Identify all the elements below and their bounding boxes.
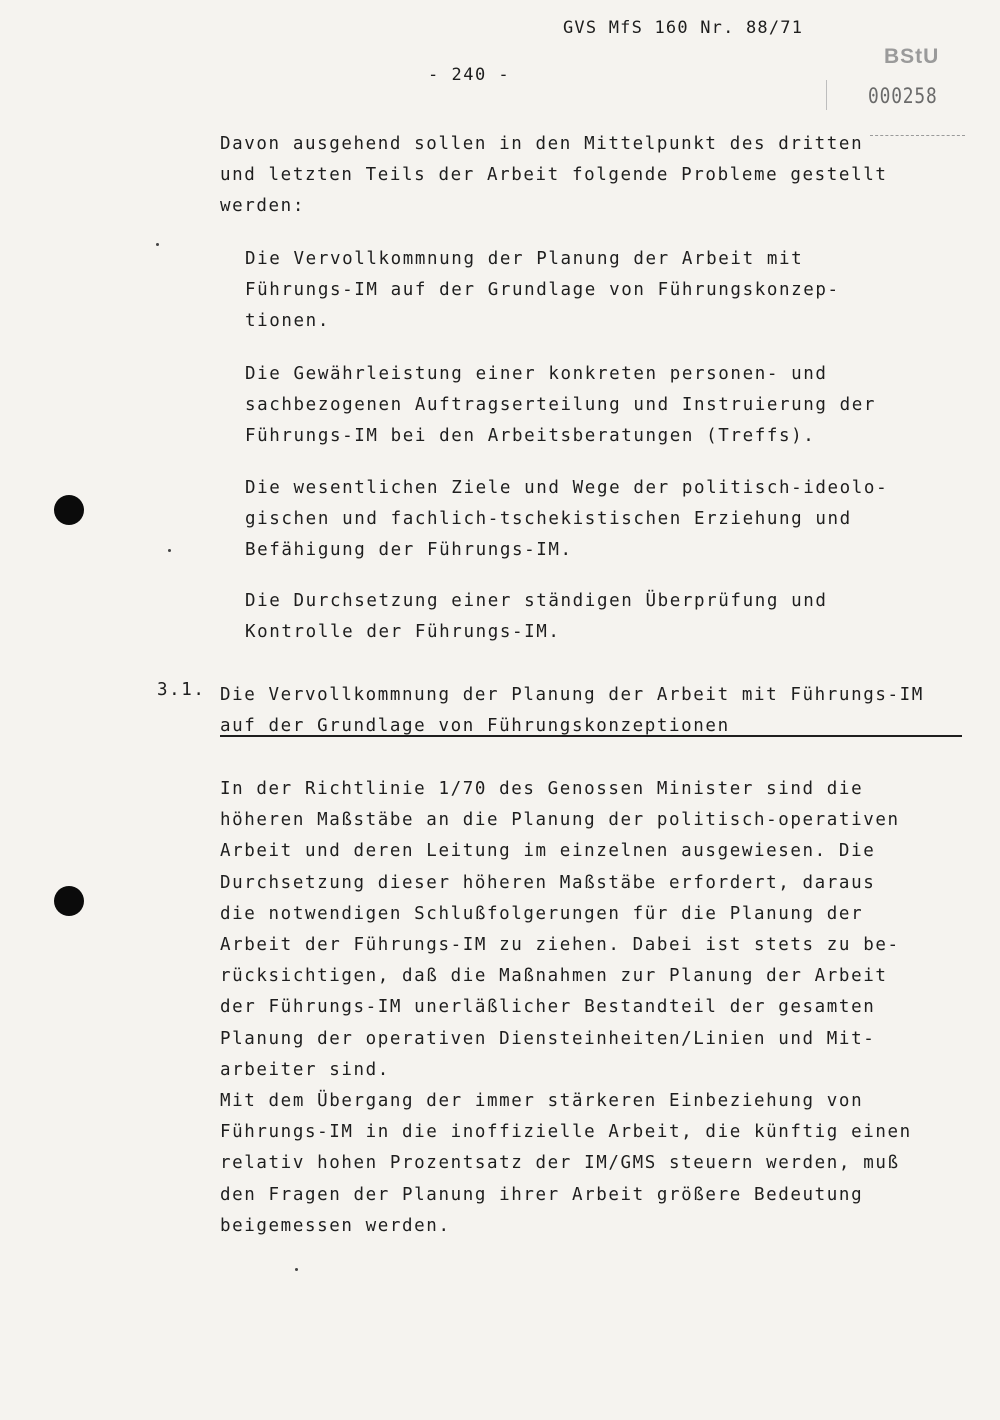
text-line: relativ hohen Prozentsatz der IM/GMS steuern werden, muß [220,1153,900,1174]
text-line: sachbezogenen Auftragserteilung und Instruierung der [245,395,877,416]
text-line: werden: [220,196,305,217]
text-line: Führungs-IM bei den Arbeitsberatungen (Treffs). [245,426,816,447]
paper-speck [168,549,171,552]
paper-speck [295,1268,298,1271]
text-line: Mit dem Übergang der immer stärkeren Einbeziehung von [220,1091,864,1111]
archive-stamp-label: BStU [884,45,940,68]
document-reference: GVS MfS 160 Nr. 88/71 [563,18,804,38]
page-number: - 240 - [428,65,511,85]
text-line: den Fragen der Planung ihrer Arbeit größere Bedeutung [220,1184,864,1205]
section-number: 3.1. [157,680,206,700]
punch-hole-bottom [54,886,84,916]
punch-hole-top [54,495,84,525]
text-line: Die Gewährleistung einer konkreten personen- und [245,364,828,384]
text-line: beigemessen werden. [220,1215,451,1236]
text-line: Führungs-IM auf der Grundlage von Führungskonzep- [245,280,840,301]
text-line: und letzten Teils der Arbeit folgende Probleme gestellt [220,165,888,186]
text-line: Die wesentlichen Ziele und Wege der politisch-ideolo- [245,478,889,498]
text-line: Arbeit und deren Leitung im einzelnen ausgewiesen. Die [220,841,876,862]
text-line: Die Durchsetzung einer ständigen Überprüfung und [245,591,828,611]
paper-speck [156,243,159,246]
text-line: tionen. [245,311,330,332]
list-item [245,473,888,567]
body-paragraph [220,774,900,1086]
section-title-underline [220,735,962,737]
section-title-line: auf der Grundlage von Führungskonzeptionen [220,716,730,737]
text-line: arbeiter sind. [220,1059,390,1080]
body-paragraph [220,1086,912,1242]
archive-stamp-number: 000258 [868,84,938,108]
intro-paragraph [220,129,887,223]
text-line: Davon ausgehend sollen in den Mittelpunkt des dritten [220,134,864,154]
list-item [245,244,840,338]
text-line: Führungs-IM in die inoffizielle Arbeit, die künftig einen [220,1122,912,1143]
list-item [245,359,876,453]
text-line: Durchsetzung dieser höheren Maßstäbe erfordert, daraus [220,872,876,893]
stamp-tick-mark [826,80,827,110]
text-line: Befähigung der Führungs-IM. [245,540,573,561]
list-item [245,586,828,648]
text-line: Die Vervollkommnung der Planung der Arbeit mit [245,249,804,269]
text-line: Arbeit der Führungs-IM zu ziehen. Dabei ist stets zu be- [220,935,900,956]
text-line: höheren Maßstäbe an die Planung der politisch-operativen [220,810,900,831]
text-line: der Führungs-IM unerläßlicher Bestandteil der gesamten [220,997,876,1018]
text-line: die notwendigen Schlußfolgerungen für die Planung der [220,903,864,924]
section-title-line: Die Vervollkommnung der Planung der Arbeit mit Führungs-IM [220,685,924,705]
text-line: Planung der operativen Diensteinheiten/Linien und Mit- [220,1028,876,1049]
section-title [220,680,924,742]
text-line: gischen und fachlich-tschekistischen Erziehung und [245,509,852,530]
text-line: rücksichtigen, daß die Maßnahmen zur Planung der Arbeit [220,966,888,987]
text-line: Kontrolle der Führungs-IM. [245,622,561,643]
text-line: In der Richtlinie 1/70 des Genossen Minister sind die [220,779,864,799]
